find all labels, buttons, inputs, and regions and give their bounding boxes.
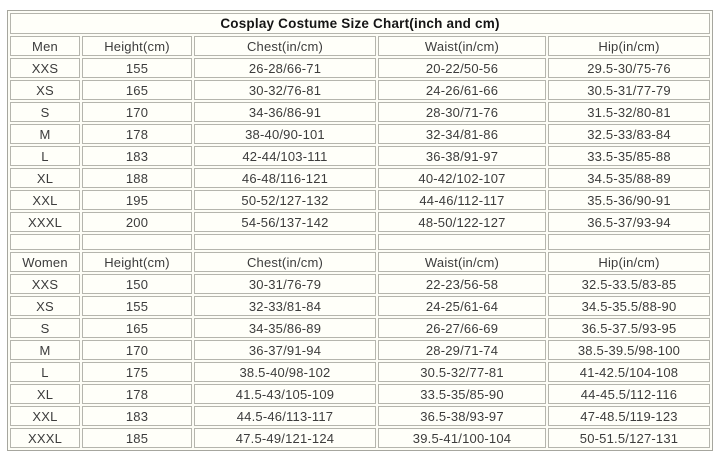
chest-cell: 41.5-43/105-109 bbox=[194, 384, 376, 404]
size-label-cell: XL bbox=[10, 168, 80, 188]
chart-title: Cosplay Costume Size Chart(inch and cm) bbox=[10, 13, 710, 34]
column-header: Height(cm) bbox=[82, 36, 192, 56]
hip-cell: 32.5-33/83-84 bbox=[548, 124, 710, 144]
hip-cell: 34.5-35/88-89 bbox=[548, 168, 710, 188]
chest-cell: 32-33/81-84 bbox=[194, 296, 376, 316]
section-header-row bbox=[10, 36, 710, 56]
height-cell: 175 bbox=[82, 362, 192, 382]
table-row bbox=[10, 340, 710, 360]
column-header: Hip(in/cm) bbox=[548, 36, 710, 56]
chest-cell: 50-52/127-132 bbox=[194, 190, 376, 210]
size-label-cell: M bbox=[10, 340, 80, 360]
size-label-cell: XXXL bbox=[10, 428, 80, 448]
spacer-cell bbox=[10, 234, 80, 250]
hip-cell: 30.5-31/77-79 bbox=[548, 80, 710, 100]
waist-cell: 36-38/91-97 bbox=[378, 146, 546, 166]
hip-cell: 29.5-30/75-76 bbox=[548, 58, 710, 78]
hip-cell: 38.5-39.5/98-100 bbox=[548, 340, 710, 360]
waist-cell: 44-46/112-117 bbox=[378, 190, 546, 210]
column-header: Waist(in/cm) bbox=[378, 36, 546, 56]
hip-cell: 35.5-36/90-91 bbox=[548, 190, 710, 210]
waist-cell: 36.5-38/93-97 bbox=[378, 406, 546, 426]
height-cell: 178 bbox=[82, 124, 192, 144]
height-cell: 155 bbox=[82, 58, 192, 78]
table-row bbox=[10, 362, 710, 382]
size-chart-table bbox=[7, 10, 713, 451]
spacer-cell bbox=[548, 234, 710, 250]
size-label-cell: XXL bbox=[10, 190, 80, 210]
table-row bbox=[10, 102, 710, 122]
hip-cell: 41-42.5/104-108 bbox=[548, 362, 710, 382]
size-label-cell: M bbox=[10, 124, 80, 144]
size-label-cell: L bbox=[10, 362, 80, 382]
chest-cell: 38-40/90-101 bbox=[194, 124, 376, 144]
height-cell: 188 bbox=[82, 168, 192, 188]
chest-cell: 26-28/66-71 bbox=[194, 58, 376, 78]
size-label-cell: XS bbox=[10, 80, 80, 100]
chest-cell: 36-37/91-94 bbox=[194, 340, 376, 360]
height-cell: 155 bbox=[82, 296, 192, 316]
waist-cell: 28-29/71-74 bbox=[378, 340, 546, 360]
waist-cell: 39.5-41/100-104 bbox=[378, 428, 546, 448]
chest-cell: 42-44/103-111 bbox=[194, 146, 376, 166]
waist-cell: 30.5-32/77-81 bbox=[378, 362, 546, 382]
waist-cell: 24-25/61-64 bbox=[378, 296, 546, 316]
size-label-cell: XXS bbox=[10, 58, 80, 78]
table-row bbox=[10, 274, 710, 294]
height-cell: 170 bbox=[82, 340, 192, 360]
chest-cell: 47.5-49/121-124 bbox=[194, 428, 376, 448]
table-row bbox=[10, 406, 710, 426]
chest-cell: 30-32/76-81 bbox=[194, 80, 376, 100]
table-row bbox=[10, 296, 710, 316]
height-cell: 185 bbox=[82, 428, 192, 448]
size-label-cell: XXXL bbox=[10, 212, 80, 232]
waist-cell: 20-22/50-56 bbox=[378, 58, 546, 78]
column-header: Waist(in/cm) bbox=[378, 252, 546, 272]
spacer-cell bbox=[194, 234, 376, 250]
chest-cell: 46-48/116-121 bbox=[194, 168, 376, 188]
table-row bbox=[10, 212, 710, 232]
height-cell: 183 bbox=[82, 406, 192, 426]
section-label: Men bbox=[10, 36, 80, 56]
waist-cell: 26-27/66-69 bbox=[378, 318, 546, 338]
hip-cell: 33.5-35/85-88 bbox=[548, 146, 710, 166]
height-cell: 195 bbox=[82, 190, 192, 210]
spacer-row bbox=[10, 234, 710, 250]
table-row bbox=[10, 58, 710, 78]
hip-cell: 36.5-37.5/93-95 bbox=[548, 318, 710, 338]
section-label: Women bbox=[10, 252, 80, 272]
column-header: Chest(in/cm) bbox=[194, 36, 376, 56]
chest-cell: 44.5-46/113-117 bbox=[194, 406, 376, 426]
waist-cell: 40-42/102-107 bbox=[378, 168, 546, 188]
chest-cell: 30-31/76-79 bbox=[194, 274, 376, 294]
hip-cell: 31.5-32/80-81 bbox=[548, 102, 710, 122]
size-label-cell: XL bbox=[10, 384, 80, 404]
size-label-cell: XXL bbox=[10, 406, 80, 426]
hip-cell: 34.5-35.5/88-90 bbox=[548, 296, 710, 316]
size-label-cell: S bbox=[10, 102, 80, 122]
chest-cell: 34-35/86-89 bbox=[194, 318, 376, 338]
height-cell: 165 bbox=[82, 318, 192, 338]
waist-cell: 28-30/71-76 bbox=[378, 102, 546, 122]
table-row bbox=[10, 146, 710, 166]
hip-cell: 32.5-33.5/83-85 bbox=[548, 274, 710, 294]
height-cell: 150 bbox=[82, 274, 192, 294]
table-row bbox=[10, 384, 710, 404]
column-header: Chest(in/cm) bbox=[194, 252, 376, 272]
height-cell: 178 bbox=[82, 384, 192, 404]
table-row bbox=[10, 124, 710, 144]
height-cell: 170 bbox=[82, 102, 192, 122]
spacer-cell bbox=[82, 234, 192, 250]
title-row bbox=[10, 13, 710, 34]
table-row bbox=[10, 318, 710, 338]
chest-cell: 34-36/86-91 bbox=[194, 102, 376, 122]
size-chart-body bbox=[10, 13, 710, 448]
table-row bbox=[10, 190, 710, 210]
waist-cell: 24-26/61-66 bbox=[378, 80, 546, 100]
waist-cell: 22-23/56-58 bbox=[378, 274, 546, 294]
column-header: Hip(in/cm) bbox=[548, 252, 710, 272]
spacer-cell bbox=[378, 234, 546, 250]
waist-cell: 32-34/81-86 bbox=[378, 124, 546, 144]
size-label-cell: S bbox=[10, 318, 80, 338]
waist-cell: 33.5-35/85-90 bbox=[378, 384, 546, 404]
chest-cell: 38.5-40/98-102 bbox=[194, 362, 376, 382]
height-cell: 165 bbox=[82, 80, 192, 100]
table-row bbox=[10, 168, 710, 188]
size-label-cell: XXS bbox=[10, 274, 80, 294]
table-row bbox=[10, 428, 710, 448]
chest-cell: 54-56/137-142 bbox=[194, 212, 376, 232]
height-cell: 200 bbox=[82, 212, 192, 232]
size-label-cell: XS bbox=[10, 296, 80, 316]
section-header-row bbox=[10, 252, 710, 272]
hip-cell: 44-45.5/112-116 bbox=[548, 384, 710, 404]
hip-cell: 50-51.5/127-131 bbox=[548, 428, 710, 448]
table-row bbox=[10, 80, 710, 100]
size-label-cell: L bbox=[10, 146, 80, 166]
column-header: Height(cm) bbox=[82, 252, 192, 272]
waist-cell: 48-50/122-127 bbox=[378, 212, 546, 232]
hip-cell: 36.5-37/93-94 bbox=[548, 212, 710, 232]
hip-cell: 47-48.5/119-123 bbox=[548, 406, 710, 426]
height-cell: 183 bbox=[82, 146, 192, 166]
